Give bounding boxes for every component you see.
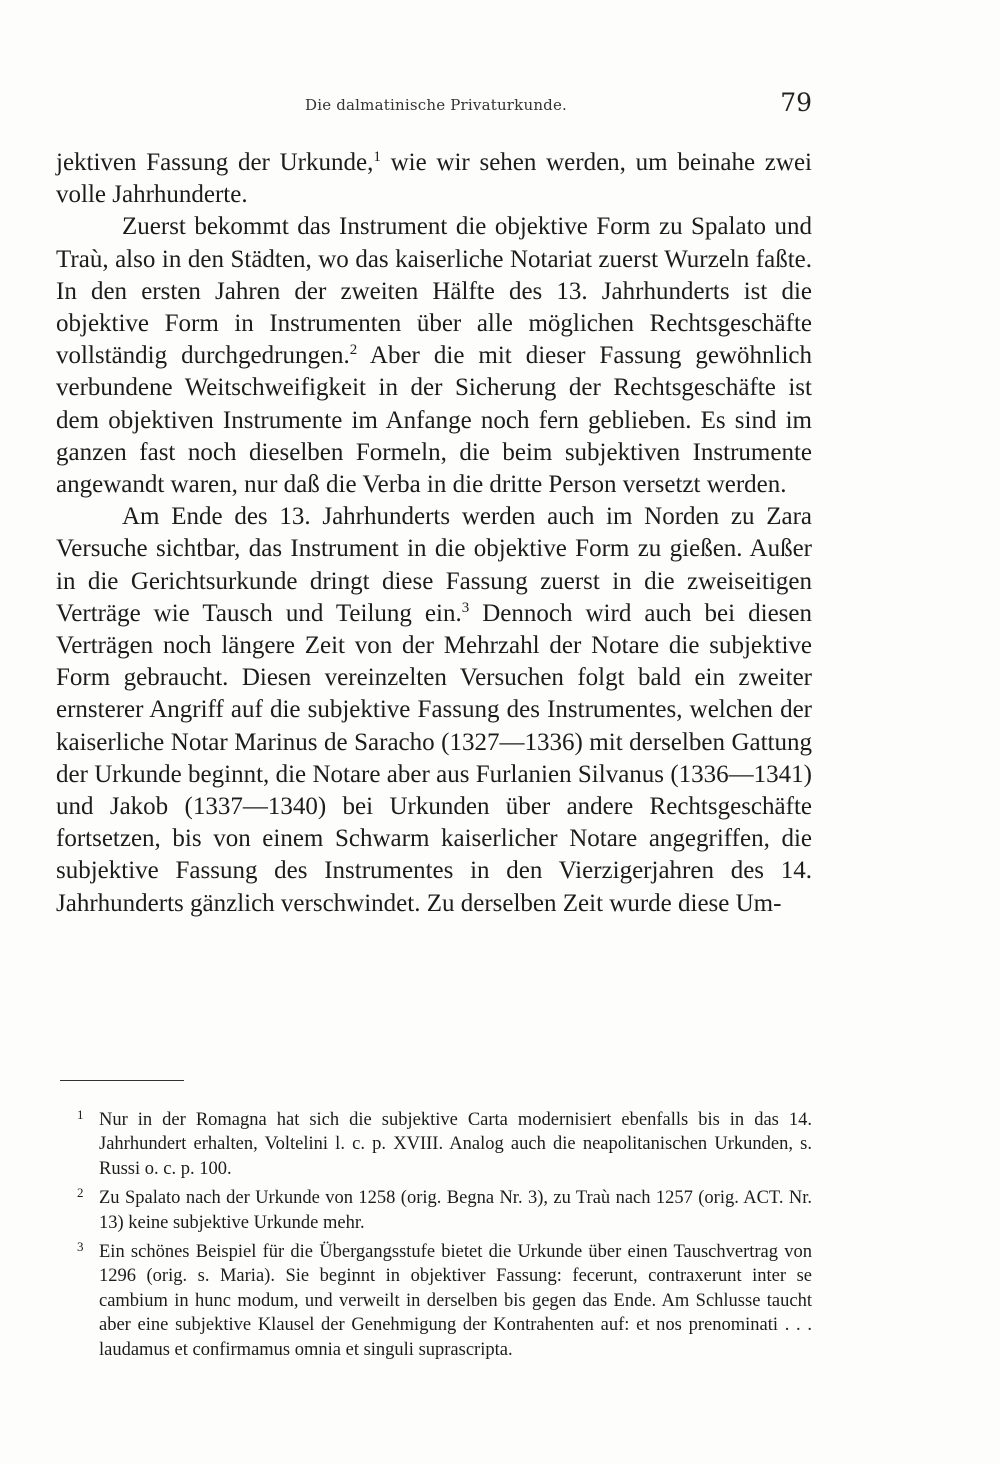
- footnote-ref-2: 2: [349, 342, 358, 359]
- footnote-text: Nur in der Romagna hat sich die subjektive Carta modernisiert ebenfalls bis in das 14. Jahrhundert erhalten, Voltelini l. c. p. XVIII. Analog auch die neapolitanischen Urkunden, s. Russi o. c. p. 100.: [99, 1110, 812, 1179]
- paragraph-3-text-b: Dennoch wird auch bei diesen Verträgen noch längere Zeit von der Mehrzahl der Notare die subjektive Form gebraucht. Diesen vereinzelten Versuchen folgt bald ein zweiter ernsterer Angriff auf die subjektive Fassung des Instrumentes, welchen der kaiserliche Notar Marinus de Saracho (1327—1336) mit derselben Gattung der Urkunde beginnt, die Notare aber aus Furlanien Silvanus (1336—1341) und Jakob (1337—1340) bei Urkunden über andere Rechtsgeschäfte fortsetzen, bis von einem Schwarm kaiserlicher Notare angegriffen, die subjektive Fassung des Instrumentes in den Vierzigerjahren des 14. Jahrhunderts gänzlich verschwindet. Zu derselben Zeit wurde diese Um-: [56, 599, 812, 917]
- footnote-1: [77, 1108, 812, 1181]
- footnote-number: 3: [77, 1239, 84, 1255]
- footnote-2: [77, 1186, 812, 1235]
- paragraph-2-text-a: Zuerst bekommt das Instrument die objektive Form zu Spalato und Traù, also in den Städten, wo das kaiserliche Notariat zuerst Wurzeln faßte. In den ersten Jahren der zweiten Hälfte des 13. Jahrhunderts ist die objektive Form in Instrumenten über alle möglichen Rechtsgeschäfte vollständig durchgedrungen.: [56, 213, 812, 370]
- footnote-text: Ein schönes Beispiel für die Übergangsstufe bietet die Urkunde über einen Tauschvertrag von 1296 (orig. s. Maria). Sie beginnt in objektiver Fassung: fecerunt, contraxerunt inter se cambium in hunc modum, und verweilt in derselben bis gegen das Ende. Am Schlusse taucht aber eine subjektive Klausel der Genehmigung der Kontrahenten auf: et nos prenominati . . . laudamus et confirmamus omnia et singuli suprascripta.: [99, 1242, 812, 1360]
- footnote-ref-3: 3: [461, 599, 470, 616]
- footnote-number: 1: [77, 1107, 84, 1122]
- paragraph-1-text-a: jektiven Fassung der Urkunde,: [56, 149, 374, 176]
- footnote-divider: [60, 1080, 184, 1081]
- running-head: [60, 88, 812, 124]
- running-title: Die dalmatinische Privaturkunde.: [304, 96, 568, 114]
- paragraph-2-text-b: Aber die mit dieser Fassung gewöhnlich verbundene Weitschweifigkeit in der Sicherung der Rechtsgeschäfte ist dem objektiven Instrumente im Anfange noch fern geblieben. Es sind im ganzen fast noch dieselben Formeln, die beim subjektiven Instrumente angewandt waren, nur daß die Verba in die dritte Person versetzt werden.: [56, 342, 812, 499]
- footnote-3: [77, 1240, 812, 1362]
- paragraph-1: [56, 147, 812, 211]
- page-number: 79: [780, 88, 812, 117]
- footnote-number: 2: [77, 1185, 84, 1201]
- paragraph-3: [56, 501, 812, 920]
- footnote-ref-1: 1: [373, 149, 381, 165]
- footnote-text: Zu Spalato nach der Urkunde von 1258 (orig. Begna Nr. 3), zu Traù nach 1257 (orig. ACT. Nr. 13) keine subjektive Urkunde mehr.: [99, 1188, 812, 1233]
- paragraph-3-text-a: Am Ende des 13. Jahrhunderts werden auch im Norden zu Zara Versuche sichtbar, das Instrument in die objektive Form zu gießen. Außer in die Gerichtsurkunde dringt diese Fassung zuerst in die zweiseitigen Verträge wie Tausch und Teilung ein.: [56, 503, 812, 627]
- paragraph-2: [56, 211, 812, 501]
- main-text: [56, 147, 812, 920]
- paragraph-1-text-b: wie wir sehen werden, um beinahe zwei volle Jahrhunderte.: [56, 149, 812, 209]
- footnotes: [77, 1108, 812, 1367]
